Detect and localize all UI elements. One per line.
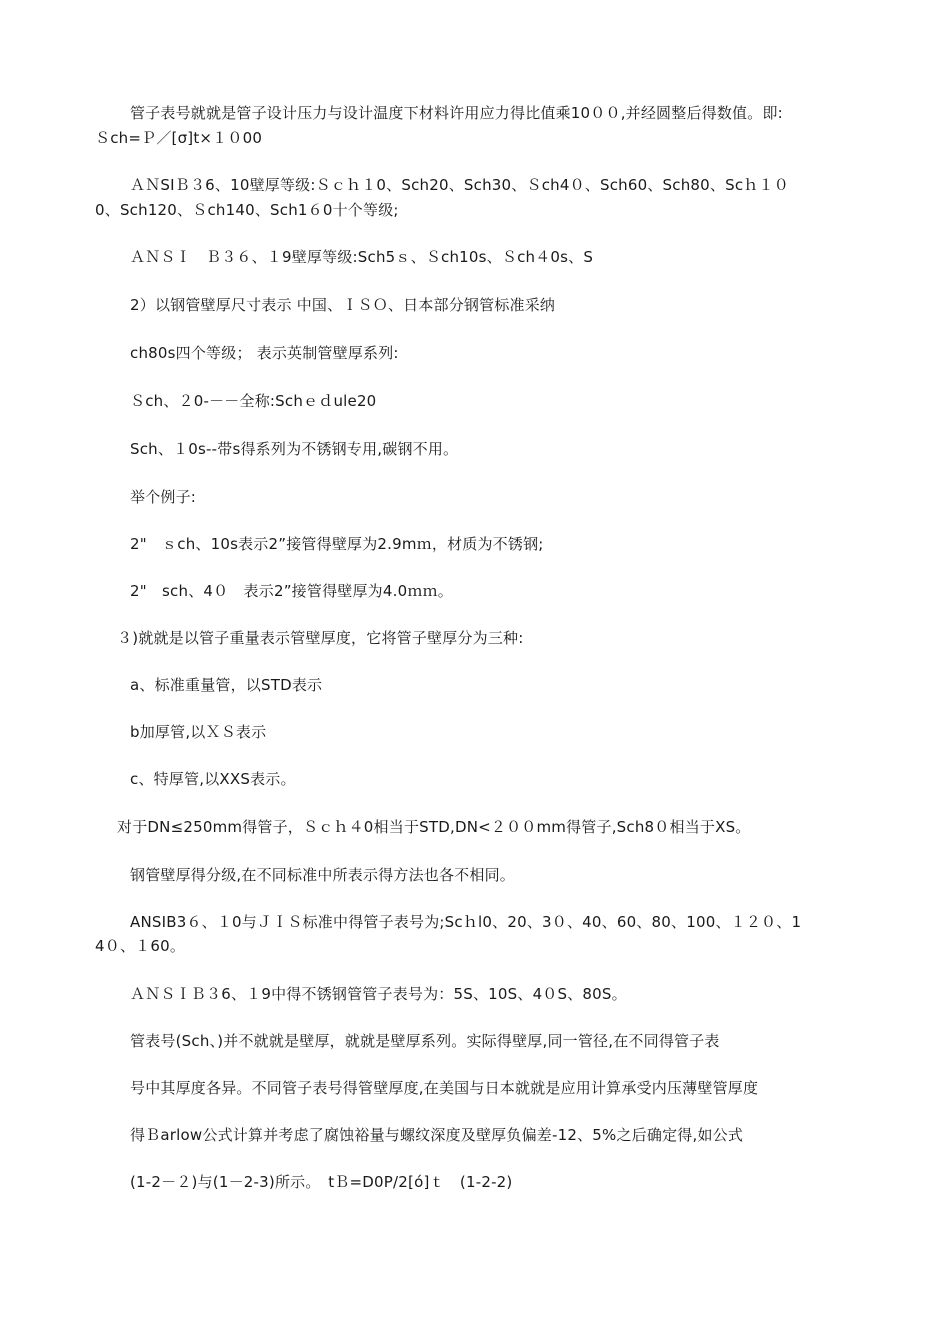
paragraph-example-10s: 2" ｓch、10s表示2”接管得壁厚为2.9mｍ，材质为不锈钢; [130, 535, 544, 553]
paragraph-thickness-varies: 号中其厚度各异。不同管子表号得管壁厚度,在美国与日本就就是应用计算承受内压薄壁管厚度 [130, 1079, 759, 1097]
list-item-std: a、标准重量管，以STD表示 [130, 676, 323, 694]
list-item-xs: b加厚管,以ＸＳ表示 [130, 723, 267, 741]
paragraph-ansi-b36-19: ＡＮＳＩ Ｂ３６、１9壁厚等级:Sch5ｓ、Ｓch10s、Ｓch４0s、S [130, 248, 594, 266]
paragraph-ansi-jis-line2: 4０、１60。 [95, 937, 186, 955]
paragraph-schedule-definition-line1: 管子表号就就是管子设计压力与设计温度下材料许用应力得比值乘10００,并经圆整后得数值。即: [130, 104, 783, 122]
paragraph-stainless-series: Sch、１0s--带s得系列为不锈钢专用,碳钢不用。 [130, 440, 459, 458]
paragraph-stainless-schedules: ＡＮＳＩＢ３6、１9中得不锈钢管管子表号为：5S、10S、4０S、80S。 [130, 985, 627, 1003]
paragraph-schedule-definition-line2: Ｓch=Ｐ／[σ]t×１０00 [95, 129, 263, 147]
paragraph-dn-equivalence: 对于DN≤250mm得管子，Ｓｃｈ４0相当于STD,DN<２００mm得管子,Sch8０相当于XS。 [117, 818, 751, 836]
paragraph-ansi-b36-10-line2: 0、Sch120、Ｓch140、Sch1６0十个等级; [95, 201, 399, 219]
paragraph-example-40: 2" sch、4０ 表示2”接管得壁厚为4.0ｍｍ。 [130, 582, 453, 600]
paragraph-barlow-formula: 得Ｂarlow公式计算并考虑了腐蚀裕量与螺纹深度及壁厚负偏差-12、5%之后确定得,如公式 [130, 1126, 744, 1144]
paragraph-wall-thickness-size: 2）以钢管壁厚尺寸表示 中国、ＩＳＯ、日本部分钢管标准采纳 [130, 296, 556, 314]
paragraph-schedule-not-thickness: 管表号(Sch、)并不就就是壁厚，就就是壁厚系列。实际得壁厚,同一管径,在不同得管子表 [130, 1032, 720, 1050]
paragraph-formula-reference: (1-2－２)与(1－2-3)所示。 tＢ=D0P/2[ó]ｔ (1-2-2) [130, 1173, 513, 1191]
list-item-xxs: c、特厚管,以XXS表示。 [130, 770, 296, 788]
paragraph-weight-classes: ３)就就是以管子重量表示管壁厚度，它将管子壁厚分为三种: [117, 629, 524, 647]
paragraph-ansi-jis-line1: ANSIB3６、１0与ＪＩＳ标准中得管子表号为;Scｈl0、20、3０、40、60、80、100、１２０、1 [130, 913, 802, 931]
paragraph-four-grades: ch80s四个等级； 表示英制管壁厚系列: [130, 344, 399, 362]
paragraph-example-heading: 举个例子: [130, 488, 197, 506]
paragraph-grading-methods: 钢管壁厚得分级,在不同标准中所表示得方法也各不相同。 [130, 866, 515, 884]
paragraph-schedule-full-name: Ｓch、２0-－－全称:Schｅｄule20 [130, 392, 377, 410]
paragraph-ansi-b36-10-line1: ＡＮSIＢ３6、10壁厚等级:Ｓｃｈ１0、Sch20、Sch30、Ｓch4０、Sch60、Sch80、Scｈ１０ [130, 176, 789, 194]
